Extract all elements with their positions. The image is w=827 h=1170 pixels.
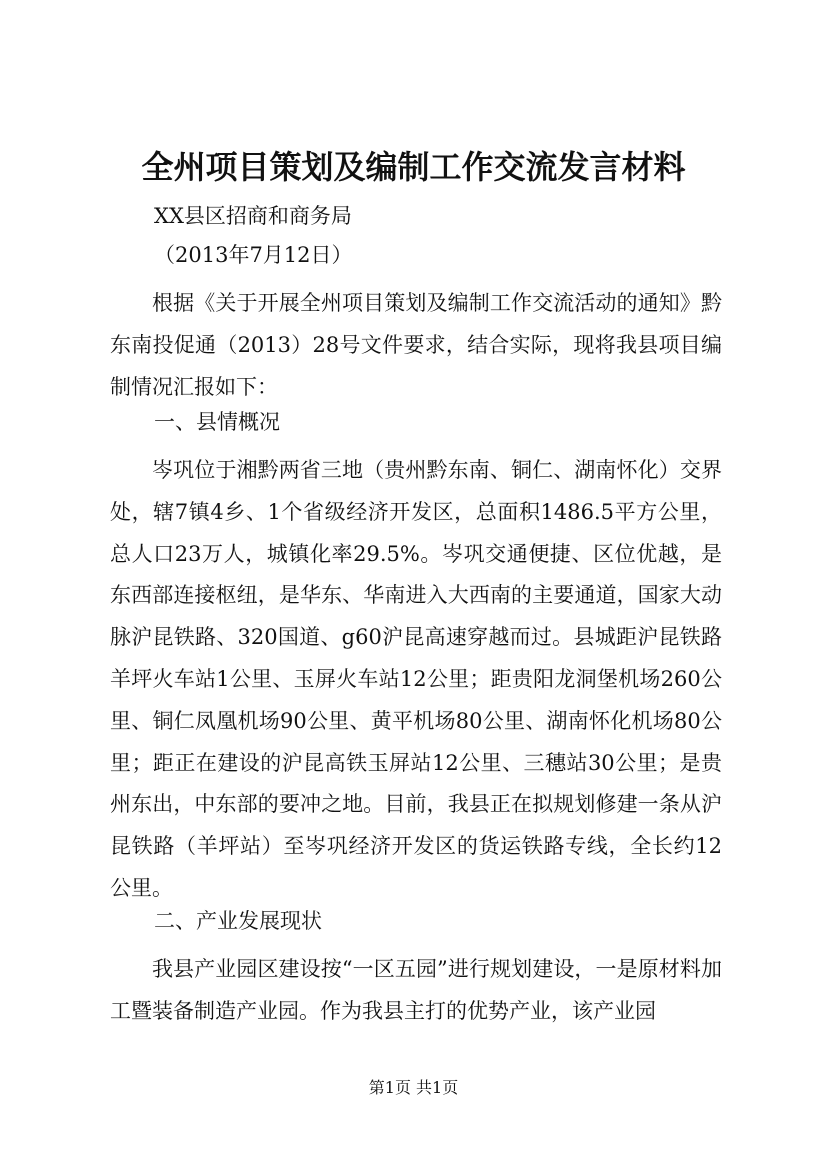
document-title: 全州项目策划及编制工作交流发言材料 — [141, 148, 686, 186]
section-heading-2: 二、产业发展现状 — [154, 909, 322, 933]
intro-paragraph: 根据《关于开展全州项目策划及编制工作交流活动的通知》黔东南投促通（2013）28号文件要求，结合实际，现将我县项目编制情况汇报如下： — [110, 291, 722, 399]
page-footer: 第1页 共1页 — [368, 1078, 459, 1097]
author-line: XX县区招商和商务局 — [154, 204, 352, 228]
section-1-paragraph: 岑巩位于湘黔两省三地（贵州黔东南、铜仁、湖南怀化）交界处，辖7镇4乡、1个省级经济开发区，总面积1486.5平方公里，总人口23万人，城镇化率29.5%。岑巩交通便捷、区位优越，是东西部连接枢纽，是华东、华南进入大西南的主要通道，国家大动脉沪昆铁路、320国道、g60沪昆高速穿越而过。县城距沪昆铁路羊坪火车站1公里、玉屏火车站12公里；距贵阳龙洞堡机场260公里、铜仁凤凰机场90公里、黄平机场80公里、湖南怀化机场80公里；距正在建设的沪昆高铁玉屏站12公里、三穗站30公里；是贵州东出，中东部的要冲之地。目前，我县正在拟规划修建一条从沪昆铁路（羊坪站）至岑巩经济开发区的货运铁路专线，全长约12公里。 — [110, 458, 722, 900]
date-line: （2013年7月12日） — [154, 243, 353, 267]
section-2-paragraph: 我县产业园区建设按“一区五园”进行规划建设，一是原材料加工暨装备制造产业园。作为我县主打的优势产业，该产业园 — [110, 957, 722, 1023]
section-heading-1: 一、县情概况 — [154, 410, 280, 434]
